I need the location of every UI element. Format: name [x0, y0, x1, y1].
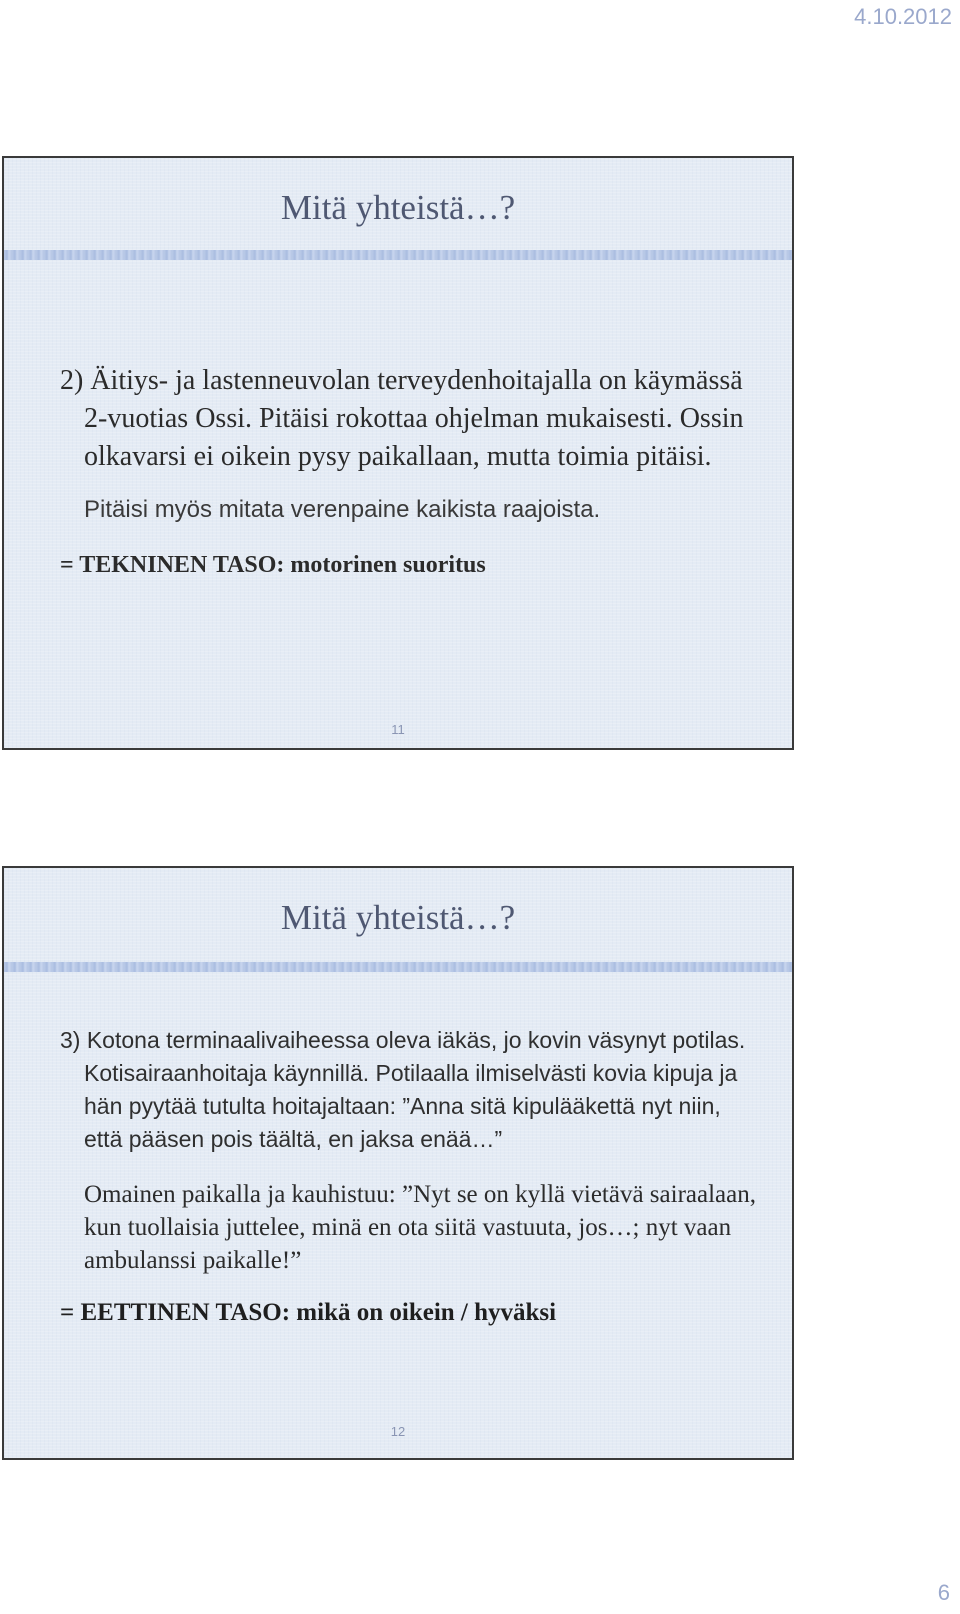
slide-header — [4, 868, 792, 968]
title-divider — [4, 962, 792, 972]
title-divider — [4, 250, 792, 260]
slide-header — [4, 158, 792, 262]
slide-title: Mitä yhteistä…? — [280, 188, 516, 227]
slide-number: 11 — [391, 722, 405, 737]
slide-paragraph: Pitäisi myös mitata verenpaine kaikista raajoista. — [84, 496, 601, 523]
page-number: 6 — [937, 1580, 950, 1605]
slide-conclusion: = TEKNINEN TASO: motorinen suoritus — [60, 552, 486, 578]
slide-12 — [2, 866, 794, 1460]
slide-11 — [2, 156, 794, 750]
slide-conclusion: = EETTINEN TASO: mikä on oikein / hyväksi — [60, 1299, 557, 1326]
slide-paragraph: 2) Äitiys- ja lastenneuvolan terveydenhoitajalla on käymässä 2-vuotias Ossi. Pitäisi rokottaa ohjelman mukaisesti. Ossin olkavarsi ei oikein pysy paikallaan, mutta toimia pitäisi. — [60, 365, 744, 472]
page-date: 4.10.2012 — [854, 4, 952, 29]
slide-title: Mitä yhteistä…? — [280, 898, 516, 937]
slide-paragraph: 3) Kotona terminaalivaiheessa oleva iäkäs, jo kovin väsynyt potilas. Kotisairaanhoitaja käynnillä. Potilaalla ilmiselvästi kovia kipuja ja hän pyytää tutulta hoitajaltaan: ”Anna sitä kipulääkettä nyt niin, että pääsen pois täältä, en jaksa enää…” — [60, 1027, 746, 1152]
slide-body — [60, 1024, 762, 1352]
slide-body — [60, 362, 762, 603]
slide-paragraph: Omainen paikalla ja kauhistuu: ”Nyt se on kyllä vietävä sairaalaan, kun tuollaisia juttelee, minä en ota siitä vastuuta, jos…; nyt vaan ambulanssi paikalle!” — [84, 1181, 756, 1274]
slide-number: 12 — [390, 1424, 406, 1439]
